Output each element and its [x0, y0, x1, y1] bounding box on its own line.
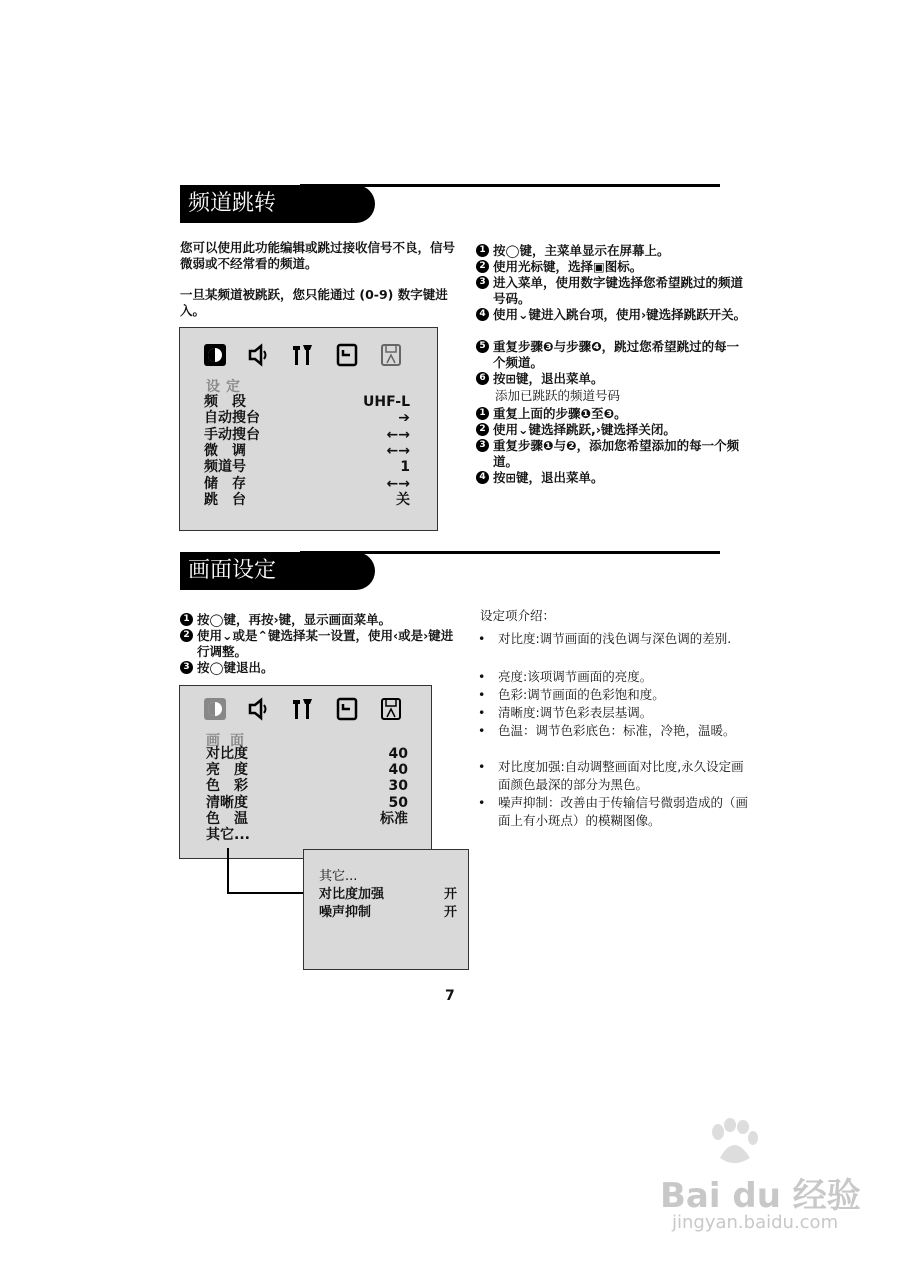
- section2-title: 画面设定: [180, 552, 375, 590]
- page-number: 7: [445, 988, 455, 1004]
- step-item: [180, 660, 460, 676]
- menu-row-label: 清晰度: [206, 794, 248, 811]
- step-text: 重复上面的步骤❶至❸。: [493, 406, 627, 421]
- menu-row-label: 对比度: [206, 746, 248, 762]
- menu-row-label: 频 段: [204, 394, 246, 410]
- settings-menu: [179, 327, 438, 531]
- timer-icon[interactable]: [334, 696, 360, 722]
- timer-icon[interactable]: [334, 342, 360, 368]
- bullet-item: • 色温：调节色彩底色：标准，冷艳，温暖。: [498, 722, 750, 740]
- menu-row-value: 1: [400, 459, 410, 476]
- step-item: [476, 259, 748, 275]
- step-text: 重复步骤❸与步骤❹，跳过您希望跳过的每一个频道。: [493, 339, 740, 370]
- menu-header: 设定: [206, 379, 246, 395]
- menu-row[interactable]: [204, 459, 410, 475]
- menu-icons: [202, 696, 404, 722]
- step-number: 1: [476, 244, 489, 257]
- menu-row[interactable]: [206, 811, 408, 827]
- picture-icon[interactable]: [202, 696, 228, 722]
- step-text: 使用⌄或是⌃键选择某一设置，使用‹或是›键进行调整。: [197, 628, 454, 659]
- menu-row-label: 色 温: [206, 810, 248, 827]
- menu-row-label: 跳 台: [204, 491, 246, 508]
- menu-row[interactable]: [206, 778, 408, 794]
- tools-icon[interactable]: [290, 696, 316, 722]
- menu-row-value: 开: [443, 905, 457, 920]
- step-number: 3: [476, 439, 489, 452]
- menu-row-value: ←→: [386, 442, 410, 459]
- menu-row[interactable]: [204, 410, 410, 426]
- menu-row-value: 50: [388, 794, 408, 811]
- install-icon[interactable]: [378, 342, 404, 368]
- install-icon[interactable]: [378, 696, 404, 722]
- section1-intro1: 您可以使用此功能编辑或跳过接收信号不良，信号微弱或不经常看的频道。: [180, 240, 456, 271]
- step-item: [476, 422, 748, 438]
- baidu-paw-logo: [706, 1118, 762, 1172]
- menu-row[interactable]: [319, 905, 457, 921]
- menu-row-value: 40: [388, 762, 408, 779]
- menu-row-value: UHF-L: [363, 394, 410, 410]
- menu-row[interactable]: [204, 443, 410, 459]
- menu-row-value: 标准: [380, 810, 408, 827]
- section1-intro2: 一旦某频道被跳跃，您只能通过 (0-9) 数字键进入。: [180, 287, 448, 318]
- menu-row[interactable]: [204, 476, 410, 492]
- step-item: [476, 470, 748, 486]
- menu-header: 画面: [206, 733, 254, 749]
- bullet-item: • 色彩:调节画面的色彩饱和度。: [498, 686, 750, 704]
- menu-row[interactable]: [206, 827, 408, 843]
- bullet-item: • 对比度:调节画面的浅色调与深色调的差别.: [498, 630, 750, 648]
- step-number: 4: [476, 471, 489, 484]
- menu-row-value: ←→: [386, 475, 410, 492]
- watermark-brand: Bai du 经验: [660, 1176, 861, 1216]
- step-item: [476, 243, 748, 259]
- step-number: 3: [476, 276, 489, 289]
- menu-row-label: 噪声抑制: [319, 905, 372, 920]
- step-text: 按◯键，主菜单显示在屏幕上。: [493, 243, 670, 258]
- menu-row[interactable]: [206, 762, 408, 778]
- step-item: [476, 371, 748, 387]
- menu-row[interactable]: [204, 394, 410, 410]
- picture-menu: [179, 685, 432, 859]
- step-number: 2: [180, 629, 193, 642]
- step-item: [180, 628, 460, 660]
- step-number: 6: [476, 372, 489, 385]
- menu-icons: [202, 342, 404, 368]
- step-number: 5: [476, 340, 489, 353]
- sound-icon[interactable]: [246, 342, 272, 368]
- bullet-item: • 亮度:该项调节画面的亮度。: [498, 668, 750, 686]
- section1-add-title: 添加已跳跃的频道号码: [495, 388, 621, 403]
- step-item: [476, 275, 748, 307]
- menu-row-value: ➔: [398, 410, 410, 427]
- step-number: 3: [180, 661, 193, 674]
- menu-row[interactable]: [204, 427, 410, 443]
- step-number: 1: [476, 407, 489, 420]
- step-text: 使用⌄键选择跳跃,›键选择关闭。: [493, 422, 676, 437]
- step-text: 按◯键退出。: [197, 660, 274, 675]
- step-text: 按◯键，再按›键，显示画面菜单。: [197, 612, 392, 627]
- menu-row[interactable]: [204, 492, 410, 508]
- menu-row-label: 频道号: [204, 459, 246, 476]
- menu-row-label: 亮 度: [206, 762, 248, 779]
- step-text: 重复步骤❶与❷，添加您希望添加的每一个频道。: [493, 438, 740, 469]
- menu-row[interactable]: [206, 746, 408, 762]
- bullet-item: • 噪声抑制：改善由于传输信号微弱造成的（画面上有小斑点）的模糊图像。: [498, 794, 750, 830]
- step-text: 按⊞键，退出菜单。: [493, 371, 604, 386]
- menu-row-label: 手动搜台: [204, 426, 260, 443]
- section2-intro-title: 设定项介绍：: [480, 608, 556, 623]
- bullet-item: • 清晰度:调节色彩表层基调。: [498, 704, 750, 722]
- step-text: 按⊞键，退出菜单。: [493, 470, 604, 485]
- menu-row-label: 色 彩: [206, 778, 248, 795]
- step-item: [180, 612, 460, 628]
- submenu-header: 其它...: [319, 869, 358, 884]
- menu-row-label: 自动搜台: [204, 410, 260, 427]
- step-item: [476, 406, 748, 422]
- menu-row-value: 关: [396, 491, 410, 508]
- menu-row-label: 储 存: [204, 475, 246, 492]
- step-item: [476, 339, 748, 371]
- menu-row[interactable]: [206, 795, 408, 811]
- step-number: 2: [476, 423, 489, 436]
- step-text: 使用光标键，选择▣图标。: [493, 259, 643, 274]
- step-text: 使用⌄键进入跳台项，使用›键选择跳跃开关。: [493, 307, 747, 322]
- step-number: 2: [476, 260, 489, 273]
- menu-row-value: ←→: [386, 426, 410, 443]
- menu-row-value: 开: [443, 887, 457, 902]
- section1-title: 频道跳转: [180, 185, 375, 223]
- step-item: [476, 438, 748, 470]
- step-number: 4: [476, 308, 489, 321]
- picture-icon[interactable]: [202, 342, 228, 368]
- sound-icon[interactable]: [246, 696, 272, 722]
- menu-row-label: 微 调: [204, 442, 246, 459]
- tools-icon[interactable]: [290, 342, 316, 368]
- step-number: 1: [180, 613, 193, 626]
- menu-row-value: 30: [388, 778, 408, 795]
- bullet-item: • 对比度加强:自动调整画面对比度,永久设定画面颜色最深的部分为黑色。: [498, 758, 750, 794]
- menu-row-value: 40: [388, 746, 408, 762]
- menu-row-label: 其它...: [206, 827, 250, 843]
- other-submenu: [303, 849, 469, 970]
- menu-row-label: 对比度加强: [319, 887, 385, 902]
- step-item: [476, 307, 748, 323]
- watermark-url: jingyan.baidu.com: [672, 1212, 839, 1233]
- menu-row[interactable]: [319, 887, 457, 903]
- step-text: 进入菜单，使用数字键选择您希望跳过的频道号码。: [493, 275, 744, 306]
